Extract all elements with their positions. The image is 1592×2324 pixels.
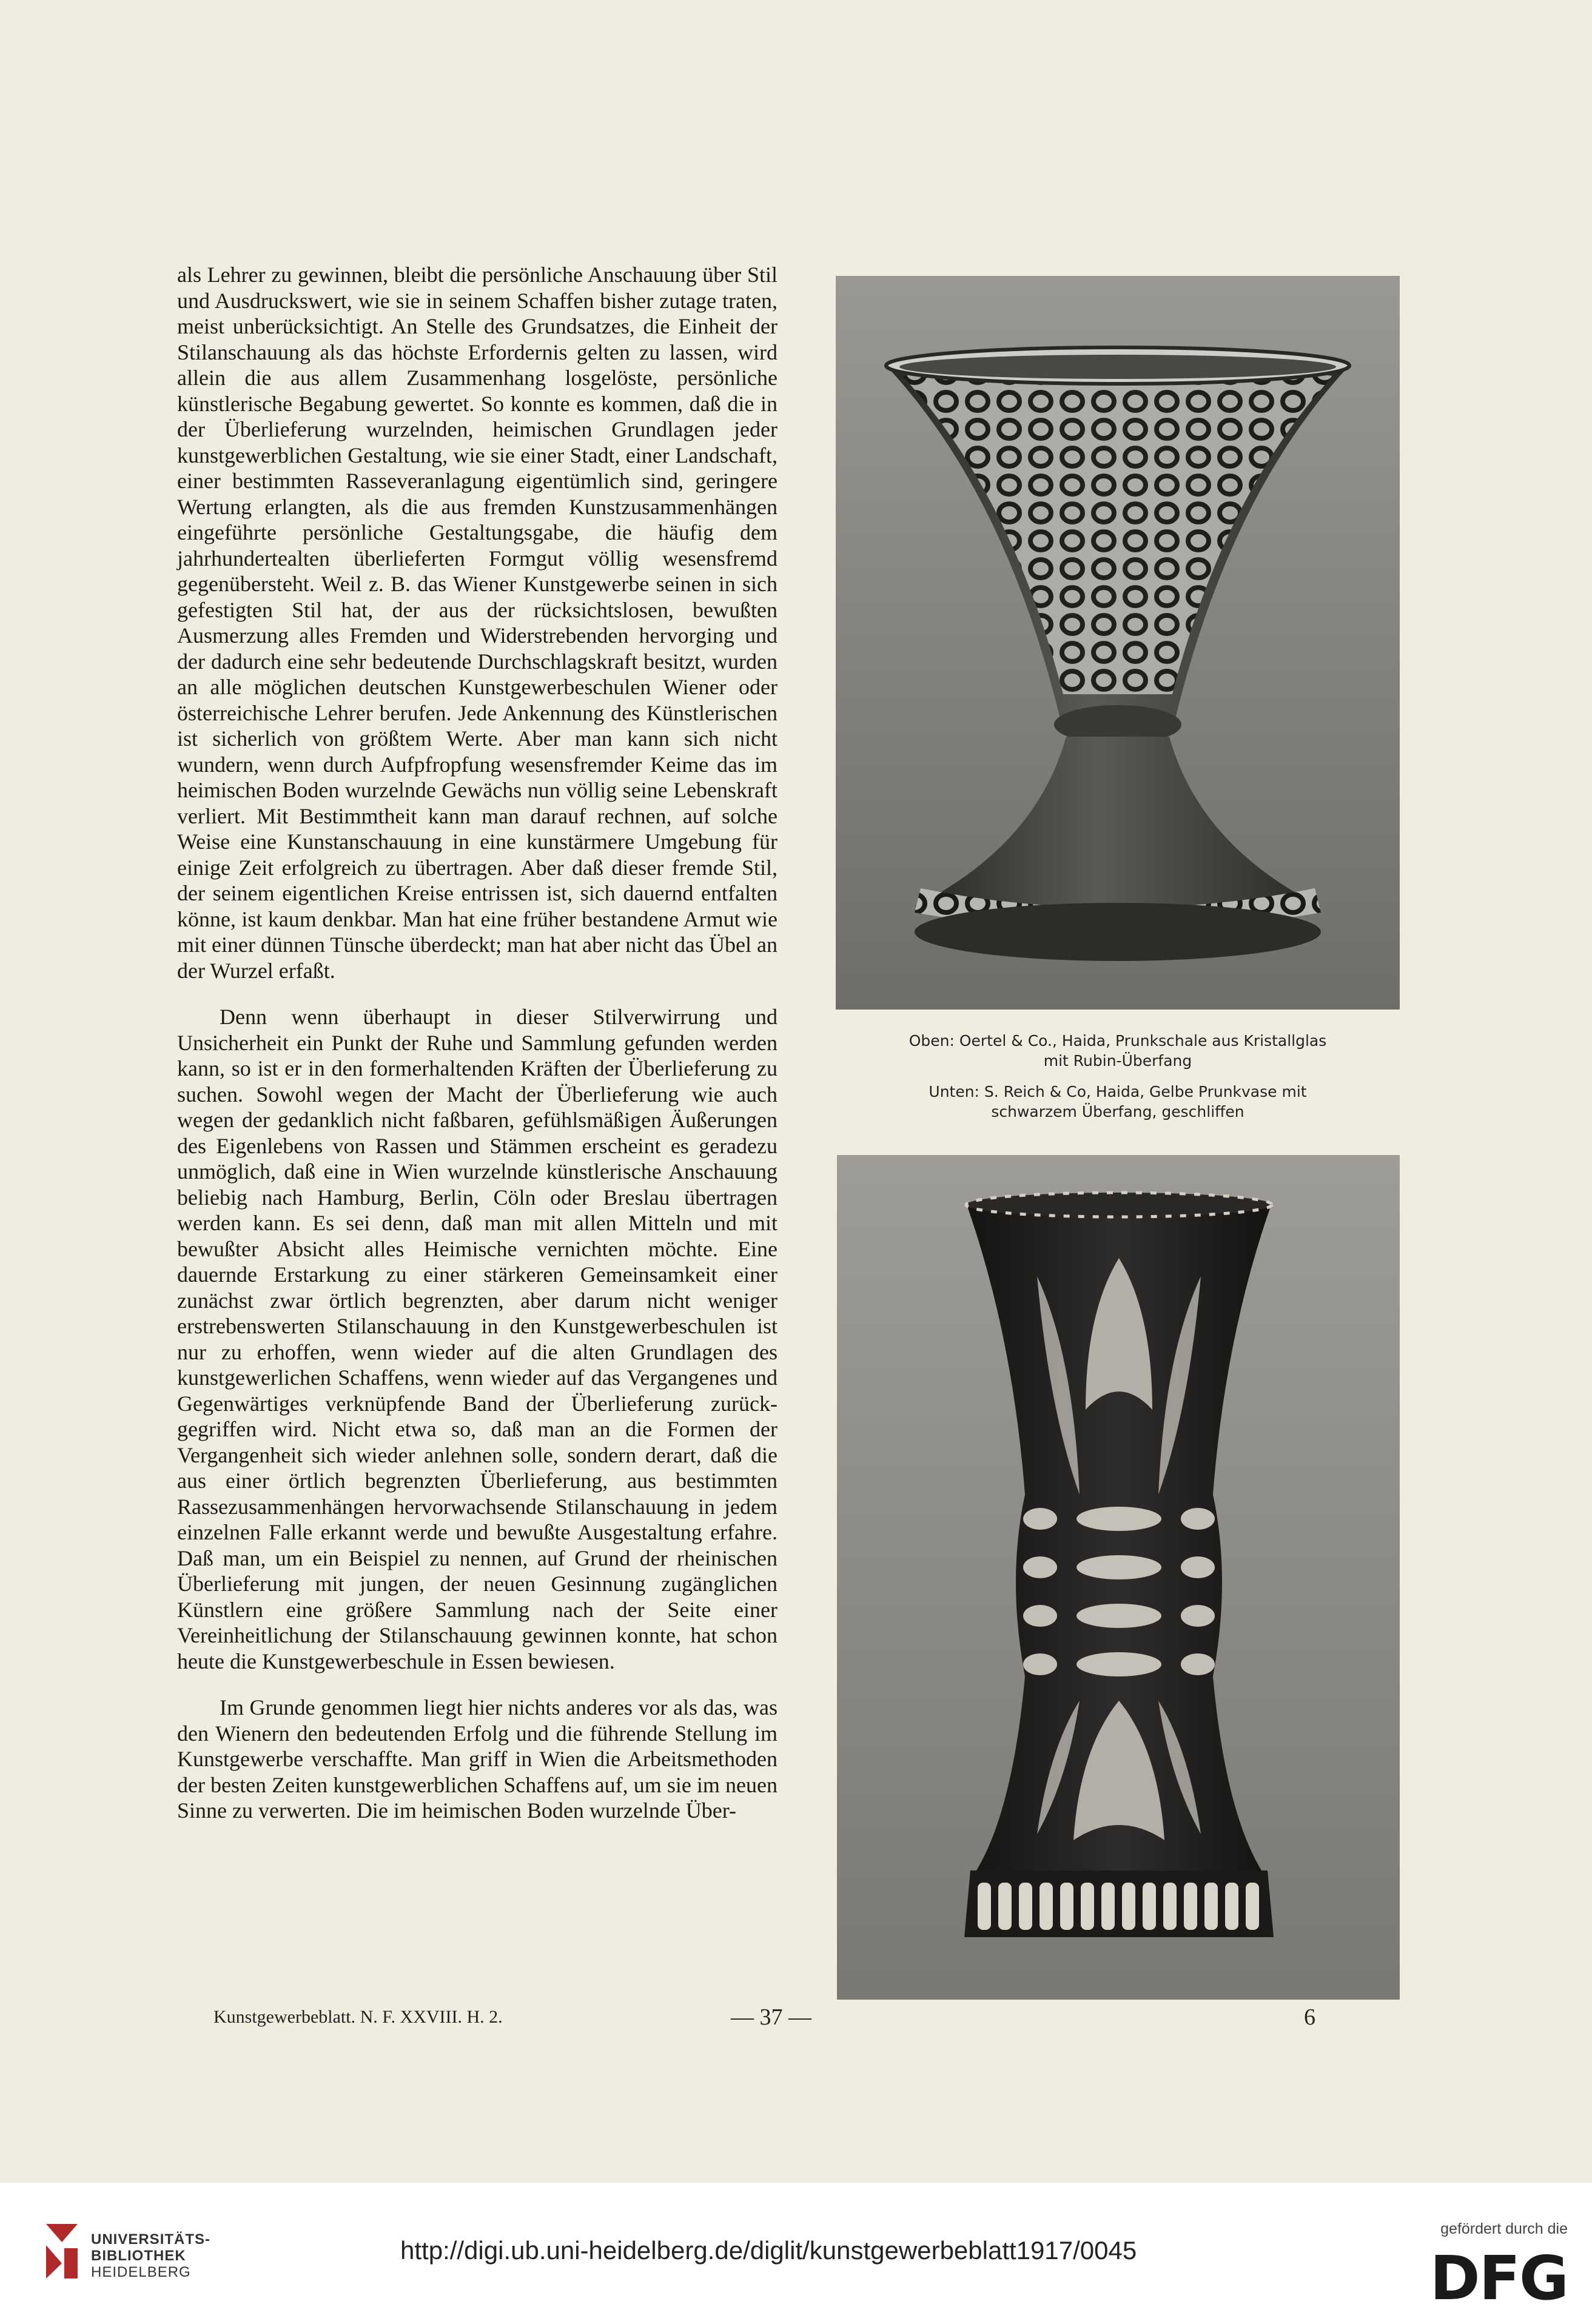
library-line-2: BIBLIOTHEK [91, 2248, 186, 2264]
signature-mark: 6 [1304, 2004, 1315, 2030]
paragraph-1: als Lehrer zu gewinnen, bleibt die persönliche Anschauung über Stil und Ausdruckswert, wie sie in seinem Schaffen bisher zutage traten, meist unberücksichtigt. An Stelle des Grundsatzes, die Einheit der Stilanschauung als das höchste Erfordernis gelten zu lassen, wird allein die aus allem Zusammenhang losgelöste, persönliche künstlerische Begabung gewertet. So konnte es kommen, daß die in der Überlieferung wurzelnden, heimischen Grundlagen jeder kunstgewerblichen Gestaltung, wie sie einer Stadt, einer Landschaft, einer bestimmten Rasseveranlagung eigentümlich sind, geringere Wertung erlangten, als die aus fremden Kunstzusammenhängen eingeführte persönliche Gestaltungsgabe, die häufig dem jahrhundertealten überlieferten Formgut völlig wesensfremd gegenübersteht. Weil z. B. das Wiener Kunstgewerbe seinen in sich gefestigten Stil hat, der aus der rücksichtslosen, bewußten Ausmerzung alles Fremden und Widerstrebenden hervorging und der dadurch eine sehr bedeutende Durchschlagskraft besitzt, wurden an alle möglichen deutschen Kunstgewerbeschulen Wiener oder österreichische Lehrer berufen. Jede Ankennung des Künstlerischen ist sicherlich von größtem Werte. Aber man kann sich nicht wundern, wenn durch Aufpfropfung wesensfremder Keime das im heimischen Boden wurzelnde Gewächs nun völlig seine Lebenskraft verliert. Mit Bestimmtheit kann man darauf rechnen, auf solche Weise eine Kunstanschauung in eine kunstärmere Umgebung für einige Zeit erfolgreich zu übertragen. Aber daß dieser fremde Stil, der seinem eigentlichen Kreise entrissen ist, sich dauernd entfalten könne, ist kaum denkbar. Man hat eine früher bestandene Armut wie mit einer dünnen Tünsche überdeckt; man hat aber nicht das Übel an der Wurzel erfaßt. [177, 263, 778, 983]
caption-bottom-line1: Unten: S. Reich & Co, Haida, Gelbe Prunkvase mit [929, 1083, 1307, 1100]
dfg-logo: DFG [1429, 2243, 1568, 2314]
paragraph-3: Im Grunde genommen liegt hier nichts anderes vor als das, was den Wienern den bedeutenden Erfolg und die führende Stellung im Kunstgewerbe verschaffte. Man griff in Wien die Arbeitsmethoden der besten Zeiten kunstgewerblichen Schaffens auf, um sie im neuen Sinne zu verwerten. Die im heimischen Boden wurzelnde Über- [177, 1695, 778, 1823]
caption-top [836, 1031, 1400, 1071]
library-line-1: UNIVERSITÄTS- [91, 2231, 211, 2248]
photo-crystal-bowl [836, 276, 1400, 1010]
funded-by-label: gefördert durch die [1440, 2220, 1568, 2237]
library-line-3: HEIDELBERG [91, 2264, 191, 2280]
crystal-bowl-image [836, 276, 1400, 1010]
journal-reference: Kunstgewerbeblatt. N. F. XXVIII. H. 2. [213, 2007, 503, 2027]
yellow-vase-image [837, 1155, 1400, 2000]
caption-bottom [836, 1082, 1400, 1122]
caption-top-line1: Oben: Oertel & Co., Haida, Prunkschale aus Kristallglas [909, 1032, 1327, 1050]
library-name [91, 2231, 210, 2280]
library-logo-icon [40, 2218, 84, 2285]
article-column [177, 262, 778, 1824]
permalink-url[interactable]: http://digi.ub.uni-heidelberg.de/diglit/kunstgewerbeblatt1917/0045 [400, 2236, 1137, 2265]
page-number: — 37 — [731, 2004, 811, 2030]
paragraph-2: Denn wenn überhaupt in dieser Stilverwirrung und Unsicherheit ein Punkt der Ruhe und Sammlung gefunden werden kann, so ist er in den formerhaltenden Kräften der Überlieferung zu suchen. Sowohl wegen der Macht der Überlieferung wie auch wegen der gedanklich nicht faßbaren, gefühlsmäßigen Äußerungen des Eigenlebens von Rassen und Stämmen erscheint es geradezu unmöglich, daß eine in Wien wurzelnde künstlerische Anschauung beliebig nach Hamburg, Berlin, Cöln oder Breslau übertragen werden kann. Es sei denn, daß man mit allen Mitteln und mit bewußter Absicht alles Heimische vernichten möchte. Eine dauernde Erstarkung zu einer stärkeren Gemeinsamkeit einer zunächst zwar örtlich begrenzten, aber darum nicht weniger erstrebenswerten Stilanschauung in den Kunstgewerbeschulen ist nur zu erhoffen, wenn wieder auf die alten Grundlagen des kunstgewerlichen Schaffens, wenn wieder auf das Vergangenes und Gegenwärtiges verknüpfende Band der Überlieferung zurückgegriffen wird. Nicht etwa so, daß man an die Formen der Vergangenheit sich wieder anlehnen solle, sondern derart, daß die aus einer örtlich begrenzten Überlieferung, aus bestimmten Rassezusammenhängen hervorwachsende Stilanschauung in jedem einzelnen Falle erkannt werde und bewußte Ausgestaltung erfahre. Daß man, um ein Beispiel zu nennen, auf Grund der rheinischen Überlieferung mit jungen, der neuen Gesinnung zugänglichen Künstlern eine größere Sammlung nach der Seite einer Vereinheitlichung der Stilanschauung gewinnen konnte, hat schon heute die Kunstgewerbeschule in Essen bewiesen. [177, 1005, 778, 1673]
caption-top-line2: mit Rubin-Überfang [1043, 1052, 1192, 1070]
photo-yellow-vase [837, 1155, 1400, 2000]
caption-bottom-line2: schwarzem Überfang, geschliffen [991, 1103, 1244, 1120]
